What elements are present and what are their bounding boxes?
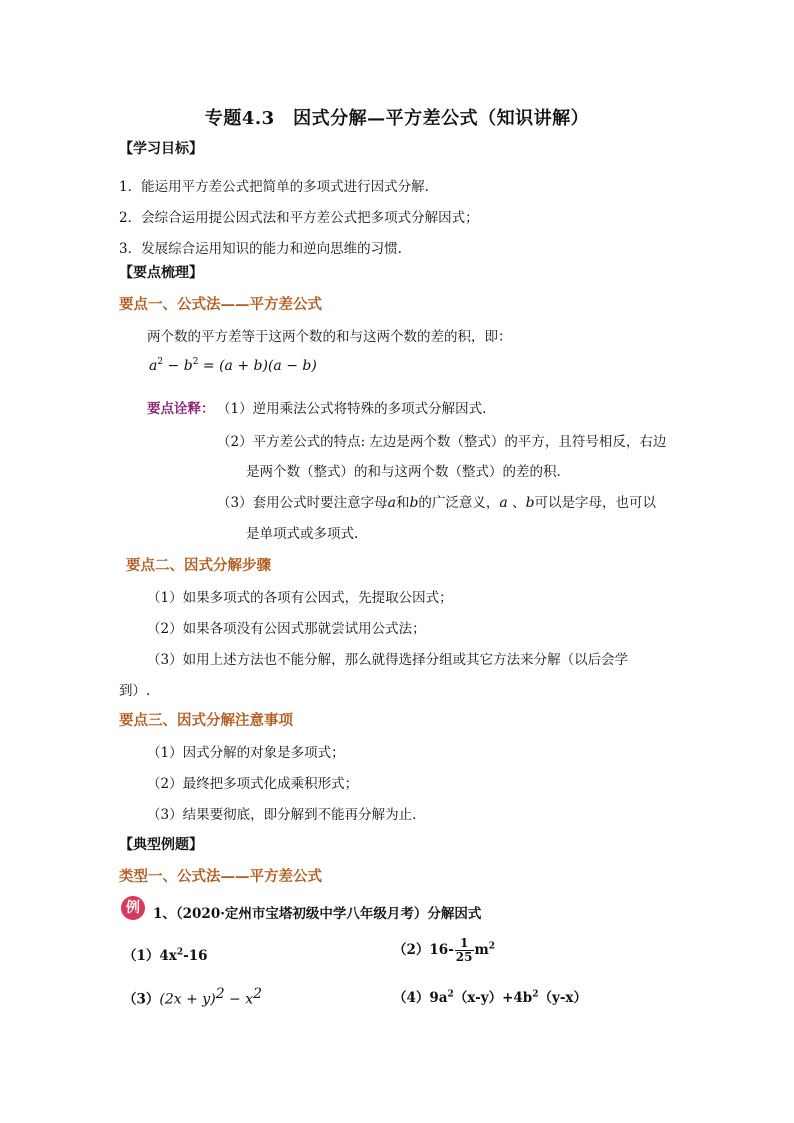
step-item-1: （1）如果多项式的各项有公因式，先提取公因式；	[147, 590, 453, 606]
point1-text: 两个数的平方差等于这两个数的和与这两个数的差的积，即：	[147, 329, 512, 345]
caution-item-3: （3）结果要彻底，即分解到不能再分解为止.	[147, 807, 417, 823]
goal-item-1: 1．能运用平方差公式把简单的多项式进行因式分解.	[119, 179, 429, 195]
caution-item-1: （1）因式分解的对象是多项式；	[147, 745, 345, 761]
note-item-3: （3）套用公式时要注意字母a和b的广泛意义，a 、b可以是字母，也可以	[217, 495, 657, 511]
problem-2: （2）16- $\frac{1}{25}$ $m^2$	[393, 936, 496, 964]
page-title: 专题4.3 因式分解—平方差公式（知识讲解）	[204, 108, 590, 129]
section-header-points: 【要点梳理】	[119, 265, 203, 281]
problem-4: $(4)9a^2(x-y)+4b^2(y-x)$	[393, 989, 587, 1006]
note-item-2-cont: 是两个数（整式）的和与这两个数（整式）的差的积.	[246, 464, 561, 480]
type1-heading: 类型一、公式法——平方差公式	[119, 868, 322, 885]
point2-heading: 要点二、因式分解步骤	[126, 557, 271, 574]
step-item-2: （2）如果各项没有公因式那就尝试用公式法；	[147, 621, 426, 637]
difference-of-squares-formula: $a^2 - b^2 = (a + b)(a - b)$	[149, 357, 317, 374]
note-item-2: （2）平方差公式的特点: 左边是两个数（整式）的平方，且符号相反，右边	[217, 434, 667, 450]
point1-heading: 要点一、公式法——平方差公式	[119, 296, 322, 313]
example1-prompt: 1、（2020·定州市宝塔初级中学八年级月考）分解因式	[153, 906, 482, 922]
fraction: $\frac{1}{25}$	[455, 936, 473, 964]
goal-item-2: 2．会综合运用提公因式法和平方差公式把多项式分解因式；	[119, 210, 479, 226]
section-header-goals: 【学习目标】	[119, 141, 203, 157]
example-badge-icon: 例	[121, 896, 145, 920]
problem-1: $(1)4x^2-16$	[123, 947, 208, 964]
note-item-3-cont: 是单项式或多项式.	[246, 526, 359, 542]
problem-3: $(3)(2x + y)^2 - x^2$	[123, 986, 263, 1008]
goal-item-3: 3．发展综合运用知识的能力和逆向思维的习惯.	[119, 241, 402, 257]
point3-heading: 要点三、因式分解注意事项	[119, 712, 293, 729]
caution-item-2: （2）最终把多项式化成乘积形式；	[147, 776, 359, 792]
note-item-1: （1）逆用乘法公式将特殊的多项式分解因式.	[217, 401, 487, 417]
step-item-3-cont: 到）.	[119, 683, 151, 699]
note-label: 要点诠释：	[147, 401, 215, 417]
step-item-3: （3）如用上述方法也不能分解，那么就得选择分组或其它方法来分解（以后会学	[147, 652, 629, 668]
section-header-examples: 【典型例题】	[119, 837, 203, 853]
